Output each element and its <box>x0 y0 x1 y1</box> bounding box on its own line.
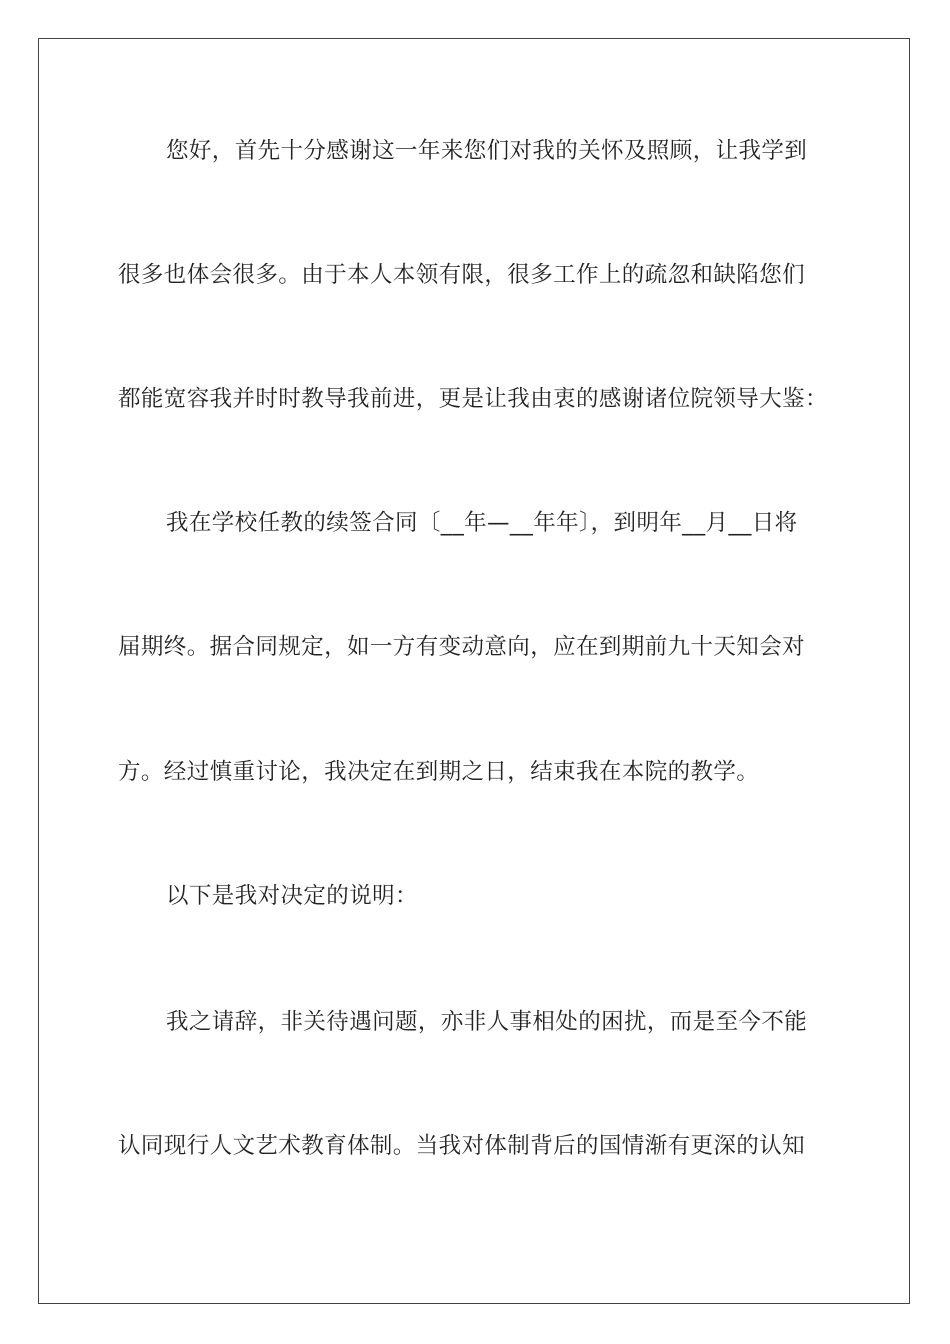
paragraph-1-line-2: 很多也体会很多。由于本人本领有限，很多工作上的疏忽和缺陷您们 <box>118 262 806 288</box>
paragraph-3-line-1: 以下是我对决定的说明： <box>166 883 418 909</box>
page-border <box>38 38 910 1304</box>
paragraph-4-line-1: 我之请辞，非关待遇问题，亦非人事相处的困扰，而是至今不能 <box>166 1009 808 1035</box>
paragraph-2-line-3: 方。经过慎重讨论，我决定在到期之日，结束我在本院的教学。 <box>118 759 760 785</box>
paragraph-1-line-3: 都能宽容我并时时教导我前进，更是让我由衷的感谢诸位院领导大鉴： <box>118 386 828 412</box>
paragraph-4-line-2: 认同现行人文艺术教育体制。当我对体制背后的国情渐有更深的认知 <box>118 1133 806 1159</box>
paragraph-1-line-1: 您好，首先十分感谢这一年来您们对我的关怀及照顾，让我学到 <box>166 138 808 164</box>
paragraph-2-line-2: 届期终。据合同规定，如一方有变动意向，应在到期前九十天知会对 <box>118 634 806 660</box>
paragraph-2-line-1: 我在学校任教的续签合同〔__年—__年年〕，到明年__月__日将 <box>166 510 798 536</box>
